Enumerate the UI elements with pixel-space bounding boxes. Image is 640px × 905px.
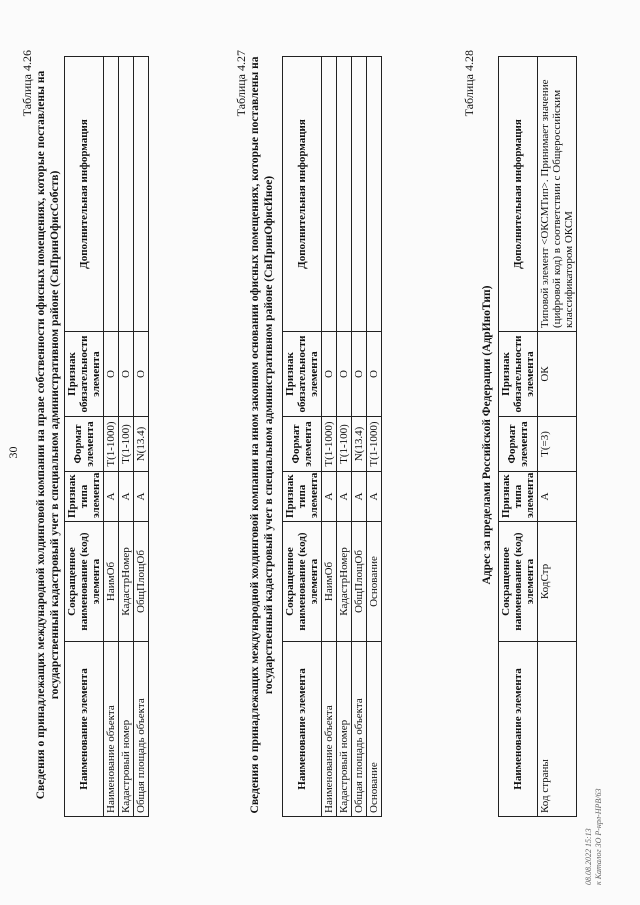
registration-stamp bbox=[584, 788, 604, 885]
cell-name: Кадастровый номер bbox=[337, 642, 352, 817]
table-4-27-caption: Сведения о принадлежащих международной холдинговой компании на ином законном основании офисных помещениях, которые поставлены на государственный кадастровый учет в специальном административном районе (СвПринОфисИное) bbox=[249, 56, 275, 814]
cell-format: T(1-1000) bbox=[322, 417, 337, 472]
cell-info bbox=[322, 57, 337, 332]
stamp-line-date: 08.08.2022 15:13 bbox=[584, 828, 593, 885]
table-4-27-number: Таблица 4.27 bbox=[234, 50, 248, 117]
header-name: Наименование элемента bbox=[283, 642, 322, 817]
stamp-line-catalog: к Каталог ЗО Р-нрл-НРВ/63 bbox=[594, 788, 603, 885]
header-type: Признак типа элемента bbox=[283, 472, 322, 522]
cell-code: НаимОб bbox=[104, 522, 119, 642]
header-type: Признак типа элемента bbox=[499, 472, 538, 522]
header-format: Формат элемента bbox=[65, 417, 104, 472]
table-header-row bbox=[283, 57, 322, 817]
cell-name: Основание bbox=[367, 642, 382, 817]
table-header-row bbox=[499, 57, 538, 817]
table-row bbox=[352, 57, 367, 817]
table-row bbox=[367, 57, 382, 817]
cell-type: А bbox=[352, 472, 367, 522]
cell-name: Кадастровый номер bbox=[119, 642, 134, 817]
cell-required: О bbox=[337, 332, 352, 417]
cell-required: О bbox=[367, 332, 382, 417]
cell-info bbox=[134, 57, 149, 332]
cell-name: Наименование объекта bbox=[104, 642, 119, 817]
cell-code: КадастрНомер bbox=[119, 522, 134, 642]
table-row bbox=[538, 57, 577, 817]
cell-info: Типовой элемент <ОКСМТип>. Принимает значение (цифровой код) в соответствии с Общероссийским классификатором ОКСМ bbox=[538, 57, 577, 332]
cell-format: T(1-1000) bbox=[367, 417, 382, 472]
header-short-name: Сокращенное наименование (код) элемента bbox=[499, 522, 538, 642]
cell-format: T(1-1000) bbox=[104, 417, 119, 472]
header-type: Признак типа элемента bbox=[65, 472, 104, 522]
cell-name: Общая площадь объекта bbox=[134, 642, 149, 817]
header-short-name: Сокращенное наименование (код) элемента bbox=[283, 522, 322, 642]
header-required: Признак обязательности элемента bbox=[283, 332, 322, 417]
cell-required: О bbox=[352, 332, 367, 417]
cell-required: О bbox=[134, 332, 149, 417]
cell-code: КадастрНомер bbox=[337, 522, 352, 642]
cell-info bbox=[104, 57, 119, 332]
header-info: Дополнительная информация bbox=[499, 57, 538, 332]
header-required: Признак обязательности элемента bbox=[65, 332, 104, 417]
cell-name: Наименование объекта bbox=[322, 642, 337, 817]
cell-name: Код страны bbox=[538, 642, 577, 817]
cell-type: А bbox=[119, 472, 134, 522]
table-row bbox=[322, 57, 337, 817]
header-format: Формат элемента bbox=[283, 417, 322, 472]
table-header-row bbox=[65, 57, 104, 817]
cell-code: КодСтр bbox=[538, 522, 577, 642]
cell-info bbox=[119, 57, 134, 332]
cell-code: НаимОб bbox=[322, 522, 337, 642]
header-required: Признак обязательности элемента bbox=[499, 332, 538, 417]
header-name: Наименование элемента bbox=[499, 642, 538, 817]
table-row bbox=[119, 57, 134, 817]
table-4-26 bbox=[64, 56, 149, 817]
cell-format: T(1-100) bbox=[337, 417, 352, 472]
table-4-26-caption: Сведения о принадлежащих международной холдинговой компании на праве собственности офисных помещениях, которые поставлены на государственный кадастровый учет в специальном административном районе (СвПринОфисСобств) bbox=[35, 70, 61, 800]
table-4-26-number: Таблица 4.26 bbox=[20, 50, 34, 117]
table-row bbox=[134, 57, 149, 817]
cell-info bbox=[352, 57, 367, 332]
table-4-28-number: Таблица 4.28 bbox=[462, 50, 476, 117]
cell-code: ОбщПлощОб bbox=[134, 522, 149, 642]
cell-required: О bbox=[104, 332, 119, 417]
table-4-28 bbox=[498, 56, 577, 817]
cell-type: А bbox=[337, 472, 352, 522]
cell-type: А bbox=[367, 472, 382, 522]
cell-format: T(=3) bbox=[538, 417, 577, 472]
cell-format: N(13.4) bbox=[352, 417, 367, 472]
cell-required: О bbox=[322, 332, 337, 417]
header-short-name: Сокращенное наименование (код) элемента bbox=[65, 522, 104, 642]
cell-info bbox=[367, 57, 382, 332]
header-format: Формат элемента bbox=[499, 417, 538, 472]
cell-info bbox=[337, 57, 352, 332]
cell-code: ОбщПлощОб bbox=[352, 522, 367, 642]
table-row bbox=[104, 57, 119, 817]
header-info: Дополнительная информация bbox=[65, 57, 104, 332]
cell-type: А bbox=[322, 472, 337, 522]
cell-format: N(13.4) bbox=[134, 417, 149, 472]
cell-type: А bbox=[104, 472, 119, 522]
header-info: Дополнительная информация bbox=[283, 57, 322, 332]
cell-type: А bbox=[134, 472, 149, 522]
cell-type: А bbox=[538, 472, 577, 522]
cell-name: Общая площадь объекта bbox=[352, 642, 367, 817]
page-number: 30 bbox=[6, 446, 20, 459]
cell-code: Основание bbox=[367, 522, 382, 642]
table-4-28-caption: Адрес за пределами Российской Федерации (АдрИноТип) bbox=[481, 285, 493, 585]
cell-required: О bbox=[119, 332, 134, 417]
cell-format: T(1-100) bbox=[119, 417, 134, 472]
header-name: Наименование элемента bbox=[65, 642, 104, 817]
table-row bbox=[337, 57, 352, 817]
table-4-27 bbox=[282, 56, 382, 817]
cell-required: ОК bbox=[538, 332, 577, 417]
